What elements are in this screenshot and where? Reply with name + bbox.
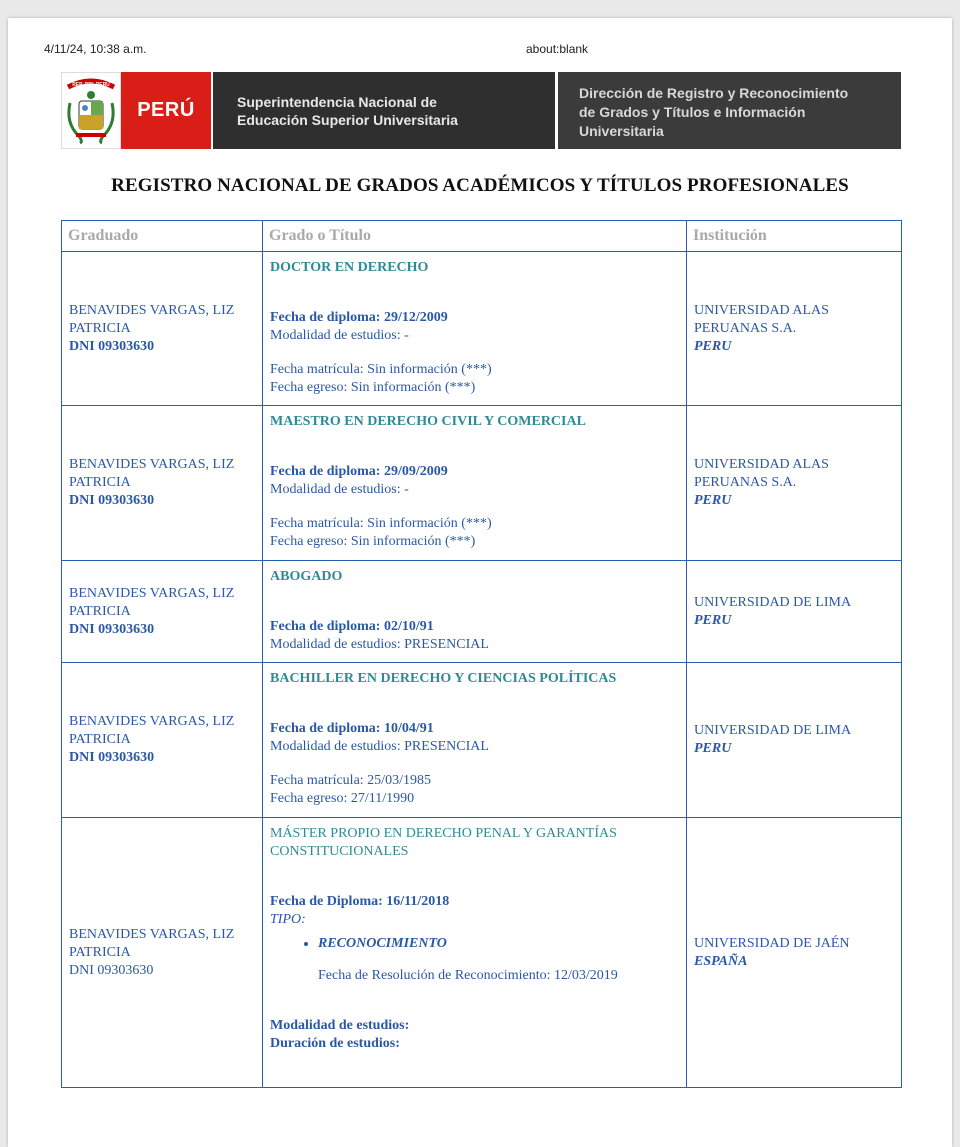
study-modality: Modalidad de estudios: - — [270, 482, 409, 497]
country-logo: PERÚ — [121, 72, 211, 149]
table-row — [62, 663, 902, 818]
degree-cell — [263, 252, 687, 406]
institution-name: UNIVERSIDAD ALAS — [694, 457, 829, 472]
graduate-name: BENAVIDES VARGAS, LIZ — [69, 714, 235, 729]
graduation-date: Fecha egreso: 27/11/1990 — [270, 791, 415, 806]
graduate-dni: DNI 09303630 — [69, 493, 155, 508]
header-institution: Institución — [687, 221, 902, 252]
institution-country: PERU — [694, 338, 732, 354]
print-url: about:blank — [526, 42, 589, 56]
institution-cell — [687, 561, 902, 663]
diploma-date: Fecha de diploma: 29/09/2009 — [270, 464, 448, 479]
graduate-dni: DNI 09303630 — [69, 750, 155, 765]
direction-line-3: Universitaria — [579, 123, 664, 139]
degree-cell — [263, 818, 687, 1088]
institution-country: PERU — [694, 612, 732, 628]
enrollment-date: Fecha matrícula: 25/03/1985 — [270, 773, 431, 788]
direction-line-2: de Grados y Títulos e Información — [579, 104, 806, 120]
table-row — [62, 252, 902, 406]
degree-title: DOCTOR EN DERECHO — [270, 260, 429, 275]
type-label: TIPO: — [270, 912, 306, 927]
enrollment-date: Fecha matrícula: Sin información (***) — [270, 516, 492, 531]
graduate-cell — [62, 252, 263, 406]
institution-country: PERU — [694, 741, 732, 756]
institutional-banner — [61, 72, 901, 149]
institution-cell — [687, 663, 902, 818]
graduate-name: PATRICIA — [69, 732, 131, 747]
print-header — [8, 42, 952, 58]
institution-name: UNIVERSIDAD DE LIMA — [694, 723, 852, 738]
diploma-date: Fecha de diploma: 10/04/91 — [270, 721, 434, 736]
coat-of-arms-icon — [62, 73, 120, 148]
direction-name — [558, 72, 901, 149]
institution-name: UNIVERSIDAD ALAS — [694, 302, 829, 318]
graduate-name: BENAVIDES VARGAS, LIZ — [69, 302, 235, 318]
institution-cell — [687, 406, 902, 561]
direction-line-1: Dirección de Registro y Reconocimiento — [579, 85, 849, 101]
graduate-cell — [62, 818, 263, 1088]
entity-line-1: Superintendencia Nacional de — [237, 93, 437, 110]
institution-name: PERUANAS S.A. — [694, 320, 797, 336]
graduate-cell — [62, 406, 263, 561]
graduate-name: PATRICIA — [69, 944, 131, 960]
crest-logo — [61, 72, 121, 149]
degree-title: CONSTITUCIONALES — [270, 844, 409, 859]
degree-cell — [263, 663, 687, 818]
degree-cell — [263, 561, 687, 663]
recognition-date: Fecha de Resolución de Reconocimiento: 12/03/2019 — [318, 968, 618, 983]
study-modality: Modalidad de estudios: — [270, 1018, 410, 1033]
graduate-cell — [62, 663, 263, 818]
svg-text:REP. DEL PERU: REP. DEL PERU — [72, 82, 110, 88]
study-modality: Modalidad de estudios: - — [270, 328, 409, 343]
graduate-name: BENAVIDES VARGAS, LIZ — [69, 926, 235, 942]
table-row — [62, 561, 902, 663]
print-date: 4/11/24, 10:38 a.m. — [44, 42, 147, 56]
recognition-item: • RECONOCIMIENTO — [318, 935, 679, 953]
table-header-row — [62, 221, 902, 252]
degree-title: MAESTRO EN DERECHO CIVIL Y COMERCIAL — [270, 414, 586, 429]
institution-country: ESPAÑA — [694, 953, 748, 969]
institution-country: PERU — [694, 493, 732, 508]
institution-cell — [687, 252, 902, 406]
institution-name: UNIVERSIDAD DE LIMA — [694, 594, 852, 610]
entity-name — [213, 72, 555, 149]
printed-page — [8, 18, 952, 1147]
graduate-dni: DNI 09303630 — [69, 621, 155, 637]
graduation-date: Fecha egreso: Sin información (***) — [270, 380, 476, 395]
study-duration: Duración de estudios: — [270, 1036, 400, 1051]
graduate-name: PATRICIA — [69, 475, 131, 490]
recognition-list — [270, 935, 679, 953]
header-graduate: Graduado — [62, 221, 263, 252]
header-degree: Grado o Título — [263, 221, 687, 252]
degree-title: MÁSTER PROPIO EN DERECHO PENAL Y GARANTÍAS — [270, 826, 617, 841]
study-modality: Modalidad de estudios: PRESENCIAL — [270, 637, 489, 652]
enrollment-date: Fecha matrícula: Sin información (***) — [270, 362, 492, 377]
diploma-date: Fecha de diploma: 29/12/2009 — [270, 310, 448, 325]
institution-name: UNIVERSIDAD DE JAÉN — [694, 935, 850, 951]
page-title: REGISTRO NACIONAL DE GRADOS ACADÉMICOS Y TÍTULOS PROFESIONALES — [111, 175, 849, 196]
graduate-name: BENAVIDES VARGAS, LIZ — [69, 457, 235, 472]
graduate-name: PATRICIA — [69, 603, 131, 619]
graduate-cell — [62, 561, 263, 663]
table-row — [62, 406, 902, 561]
degree-title: ABOGADO — [270, 569, 343, 584]
graduate-name: BENAVIDES VARGAS, LIZ — [69, 585, 235, 601]
entity-line-2: Educación Superior Universitaria — [237, 111, 458, 128]
table-row — [62, 818, 902, 1088]
diploma-date: Fecha de diploma: 02/10/91 — [270, 619, 434, 634]
degree-cell — [263, 406, 687, 561]
graduation-date: Fecha egreso: Sin información (***) — [270, 534, 476, 549]
graduate-dni: DNI 09303630 — [69, 338, 155, 354]
graduate-name: PATRICIA — [69, 320, 131, 336]
study-modality: Modalidad de estudios: PRESENCIAL — [270, 739, 489, 754]
registry-table — [61, 220, 902, 1088]
institution-name: PERUANAS S.A. — [694, 475, 797, 490]
degree-title: BACHILLER EN DERECHO Y CIENCIAS POLÍTICAS — [270, 671, 617, 686]
institution-cell — [687, 818, 902, 1088]
diploma-date: Fecha de Diploma: 16/11/2018 — [270, 894, 450, 909]
graduate-dni: DNI 09303630 — [69, 962, 154, 978]
